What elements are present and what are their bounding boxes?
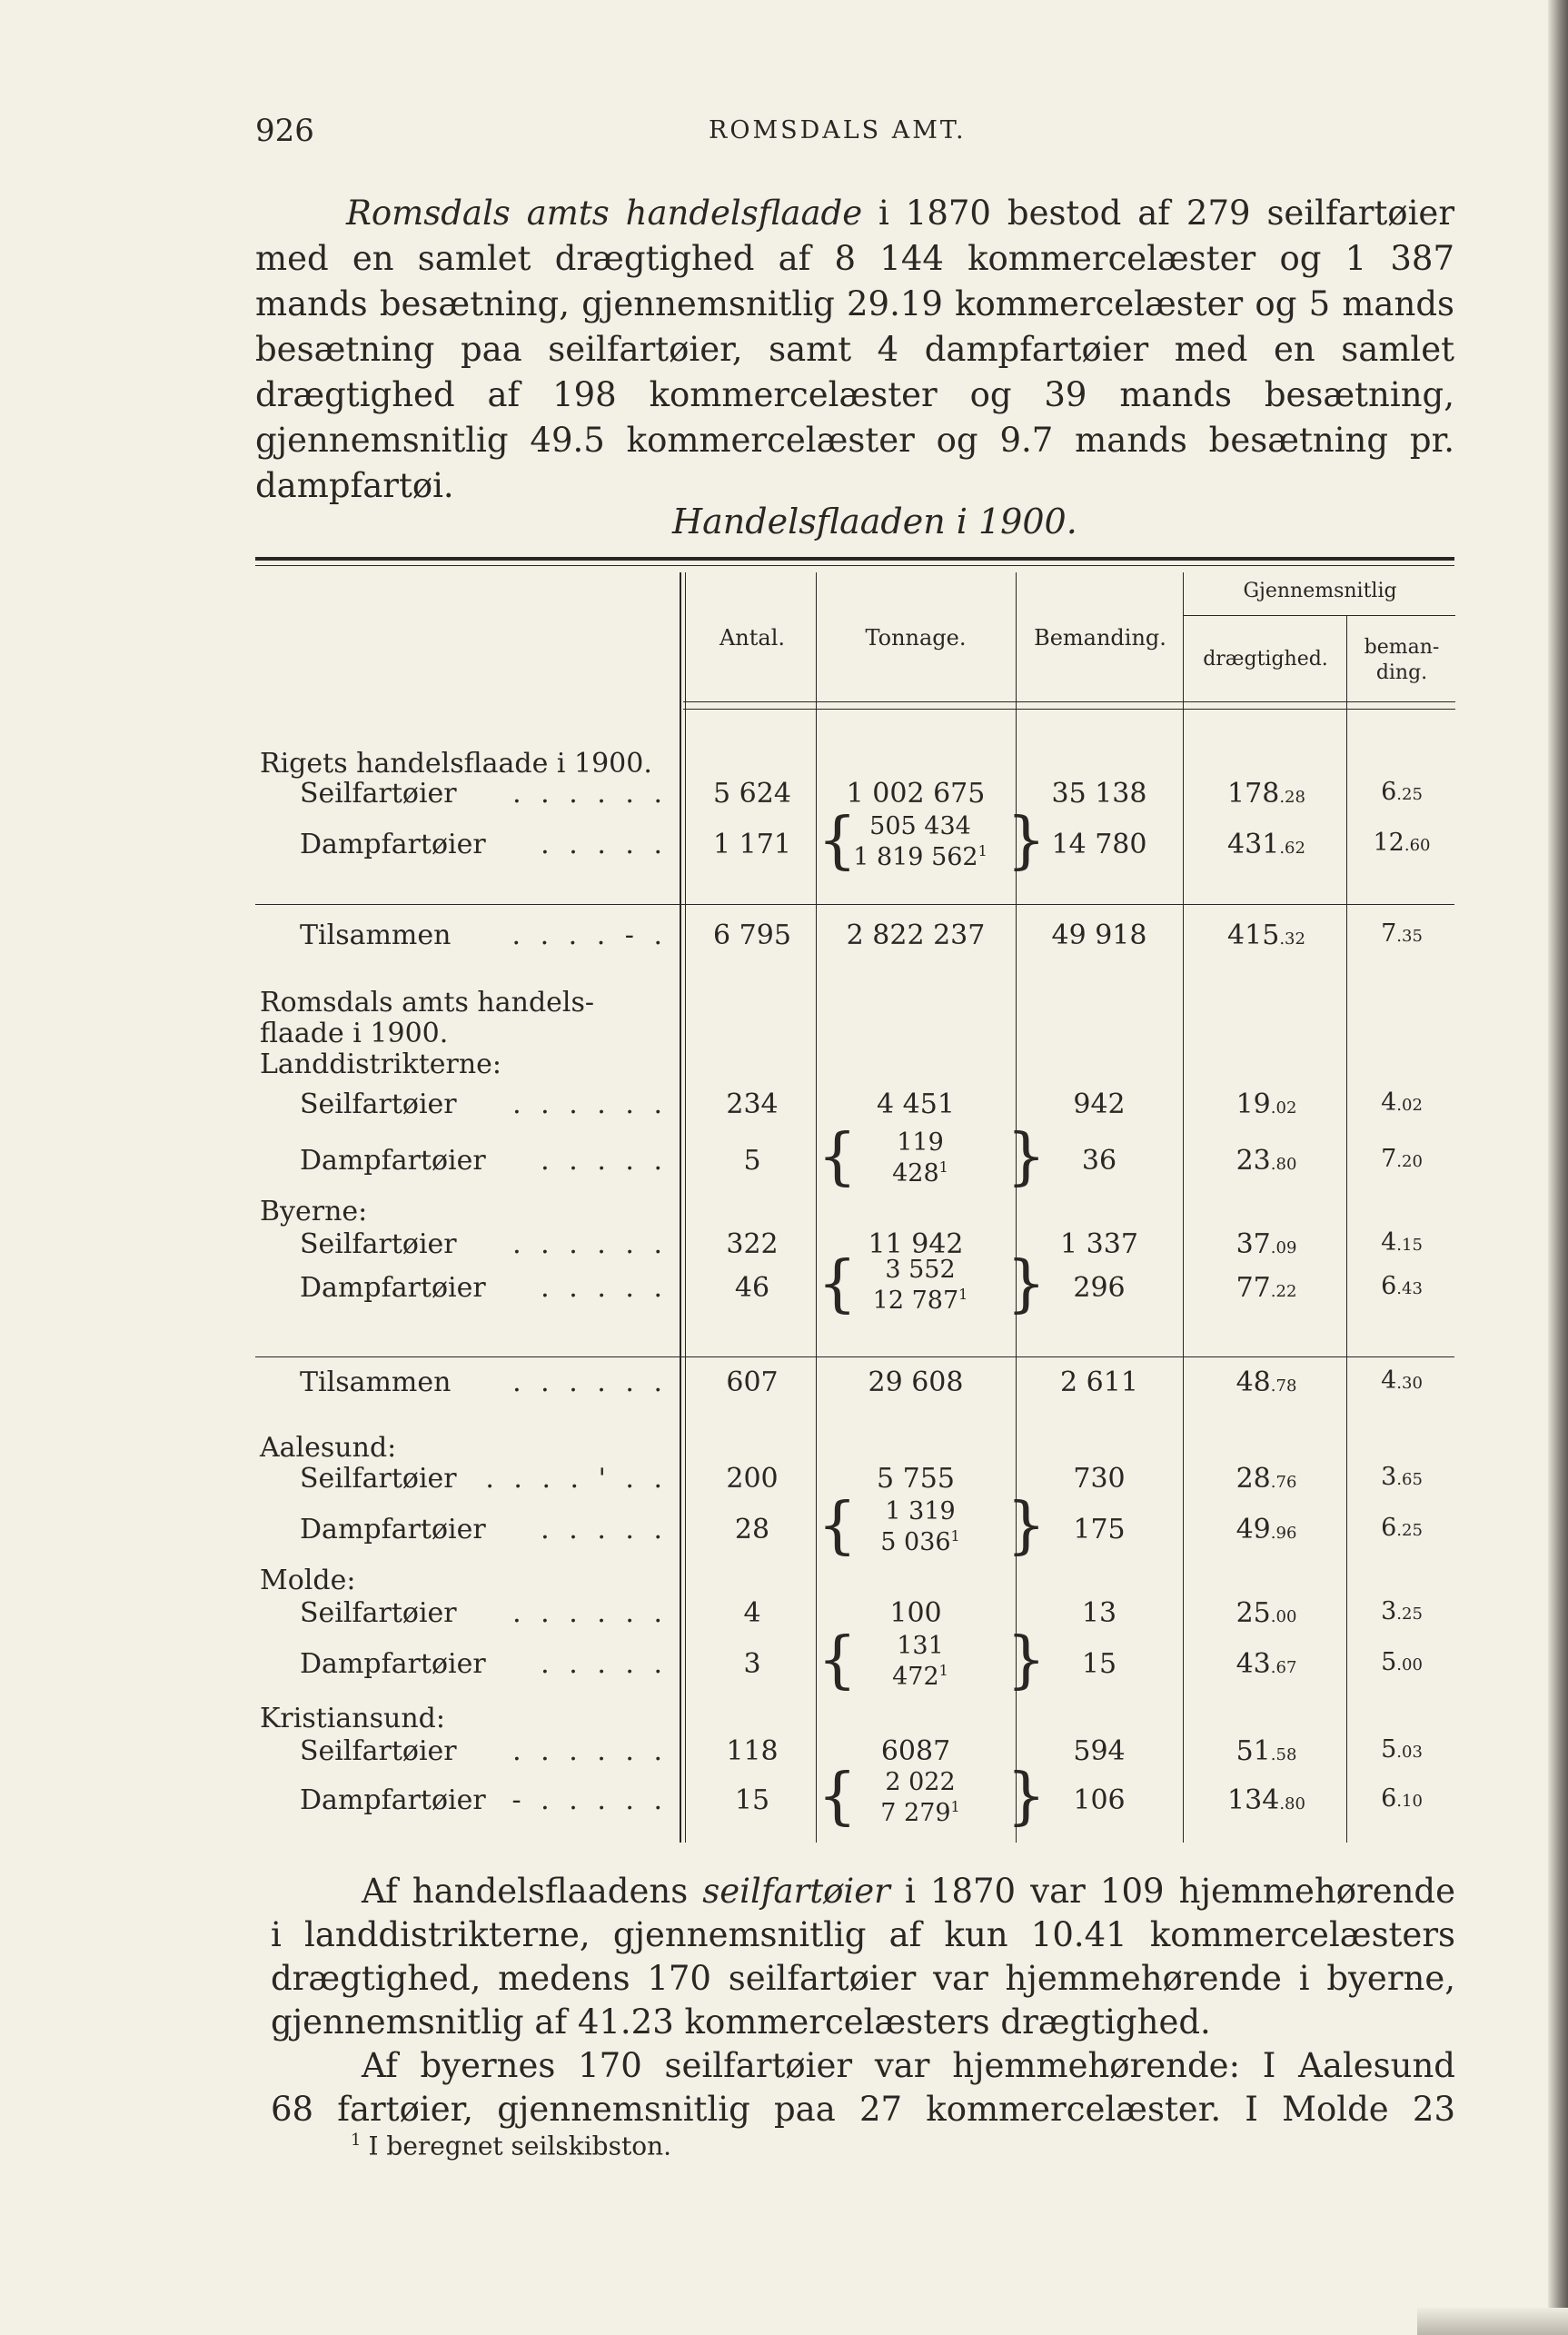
cell-beman xyxy=(1348,1228,1455,1257)
cell-draeg-dec: .00 xyxy=(1270,1607,1297,1626)
footnote-text: I beregnet seilskibston. xyxy=(368,2131,672,2161)
brace-left-icon: { xyxy=(818,1490,858,1562)
cell-beman-dec: .30 xyxy=(1396,1374,1423,1393)
intro-text: mands besætning, gjennemsnitlig 29.19 kommercelæster og 5 mands xyxy=(255,284,1454,323)
cell-beman xyxy=(1348,778,1455,806)
cell-draeg-int: 77 xyxy=(1236,1272,1271,1304)
cell-beman-dec: .60 xyxy=(1404,836,1431,855)
row-label: Dampfartøier xyxy=(300,1784,486,1816)
cell-antal: 1 171 xyxy=(713,829,791,860)
cell-beman xyxy=(1348,1463,1455,1491)
footnote-ref: 1 xyxy=(950,1527,960,1545)
cell-tonnage-second xyxy=(843,1287,997,1315)
cell-tonnage-second-value: 7 279 xyxy=(880,1799,951,1827)
cell-draeg-int: 37 xyxy=(1236,1228,1271,1260)
cell-beman-int: 3 xyxy=(1381,1597,1397,1625)
cell-draeg-int: 51 xyxy=(1236,1735,1271,1767)
brace-right-icon: } xyxy=(1007,1625,1047,1696)
brace-left-icon: { xyxy=(818,1248,858,1320)
cell-beman-int: 5 xyxy=(1381,1648,1397,1676)
brace-left-icon: { xyxy=(818,1121,858,1193)
cell-tonnage-first: 119 xyxy=(897,1128,944,1157)
col-rule-bemanding xyxy=(1183,572,1184,1843)
cell-beman-dec: .65 xyxy=(1396,1470,1423,1489)
cell-antal: 5 xyxy=(743,1145,761,1177)
cell-draegtighed xyxy=(1194,1145,1339,1177)
cell-draeg-dec: .28 xyxy=(1279,788,1305,807)
cell-tonnage: 4 451 xyxy=(877,1088,955,1120)
cell-tonnage-first: 2 022 xyxy=(885,1768,956,1796)
row-label: Seilfartøier xyxy=(300,1228,457,1260)
closing-text: i landdistrikterne, gjennemsnitlig af kun 10.41 kommercelæsters xyxy=(271,1915,1455,1954)
cell-beman xyxy=(1348,1735,1455,1764)
row-label: Seilfartøier xyxy=(300,1463,457,1495)
footnote-ref: 1 xyxy=(950,1798,960,1815)
cell-tonnage-second-value: 428 xyxy=(892,1159,939,1187)
brace-right-icon: } xyxy=(1007,1490,1047,1562)
cell-beman-dec: .25 xyxy=(1396,785,1423,804)
row-label: Seilfartøier xyxy=(300,1088,457,1120)
row-label: Seilfartøier xyxy=(300,778,457,810)
row-label: Kristiansund: xyxy=(260,1703,445,1734)
cell-draegtighed xyxy=(1194,1514,1339,1545)
footnote-ref: 1 xyxy=(938,1158,948,1176)
closing-line xyxy=(271,2001,1455,2044)
cell-beman-dec: .25 xyxy=(1396,1521,1423,1540)
cell-bemanding: 106 xyxy=(1073,1784,1126,1816)
row-label: Dampfartøier xyxy=(300,1272,486,1304)
row-leader-dots: . . . . . . xyxy=(512,778,668,810)
closing-text: gjennemsnitlig af 41.23 kommercelæsters drægtighed. xyxy=(271,2002,1211,2042)
header-ding: ding. xyxy=(1375,661,1428,684)
closing-text: Af handelsflaadens xyxy=(362,1872,703,1911)
page-number: 926 xyxy=(255,113,314,149)
row-label: Byerne: xyxy=(260,1196,368,1227)
footnote xyxy=(351,2131,671,2161)
cell-draeg-int: 49 xyxy=(1236,1514,1271,1545)
cell-draegtighed xyxy=(1194,778,1339,810)
closing-text: Af byernes 170 seilfartøier var hjemmehørende: I Aalesund xyxy=(362,2046,1455,2085)
cell-draeg-dec: .02 xyxy=(1270,1098,1297,1118)
cell-antal: 322 xyxy=(726,1228,779,1260)
row-leader-dots: . . . . . . xyxy=(512,1735,668,1767)
cell-draeg-dec: .80 xyxy=(1279,1794,1305,1813)
cell-tonnage: 5 755 xyxy=(877,1463,955,1495)
cell-draegtighed xyxy=(1194,1088,1339,1120)
cell-tonnage-second xyxy=(843,1159,997,1187)
cell-draegtighed xyxy=(1194,1228,1339,1260)
cell-beman-int: 6 xyxy=(1381,1272,1397,1300)
cell-antal: 46 xyxy=(734,1272,770,1304)
row-leader-dots: . . . . . . xyxy=(512,1597,668,1629)
row-leader-dots: . . . . . xyxy=(541,829,668,860)
header-tonnage: Tonnage. xyxy=(865,625,967,651)
page-corner-shadow xyxy=(1417,2308,1568,2335)
cell-draeg-dec: .80 xyxy=(1270,1155,1297,1174)
cell-draegtighed xyxy=(1194,1784,1339,1816)
closing-line xyxy=(271,2088,1455,2131)
cell-antal: 200 xyxy=(726,1463,779,1495)
closing-text: 68 fartøier, gjennemsnitlig paa 27 kommercelæster. I Molde 23 xyxy=(271,2090,1455,2129)
row-label: Seilfartøier xyxy=(300,1597,457,1629)
intro-text: i 1870 bestod af 279 seilfartøier xyxy=(862,194,1454,233)
cell-draegtighed xyxy=(1194,829,1339,860)
cell-draeg-dec: .78 xyxy=(1270,1376,1297,1396)
cell-tonnage: 2 822 237 xyxy=(846,919,986,951)
intro-line xyxy=(255,418,1454,463)
intro-line xyxy=(255,191,1454,236)
row-leader-dots: . . . . . xyxy=(541,1272,668,1304)
cell-bemanding: 14 780 xyxy=(1051,829,1147,860)
closing-line xyxy=(271,1957,1455,2001)
cell-beman-dec: .02 xyxy=(1396,1096,1423,1115)
row-label: Dampfartøier xyxy=(300,1514,486,1545)
table-top-rule-thin xyxy=(255,565,1454,566)
header-bottom-rule xyxy=(683,701,1455,702)
cell-draeg-int: 43 xyxy=(1236,1648,1271,1680)
cell-beman-int: 4 xyxy=(1381,1228,1397,1257)
header-bottom-rule-2 xyxy=(683,709,1455,710)
cell-tonnage-second xyxy=(843,843,997,871)
cell-draeg-int: 25 xyxy=(1236,1597,1271,1629)
cell-draeg-dec: .76 xyxy=(1270,1473,1297,1492)
cell-tonnage: 100 xyxy=(889,1597,942,1629)
intro-italic: Romsdals amts handelsflaade xyxy=(346,194,863,233)
cell-draegtighed xyxy=(1194,1366,1339,1398)
cell-draeg-dec: .32 xyxy=(1279,929,1305,949)
intro-line xyxy=(255,236,1454,282)
cell-tonnage-second-value: 12 787 xyxy=(872,1287,959,1315)
intro-text: med en samlet drægtighed af 8 144 kommercelæster og 1 387 xyxy=(255,239,1454,278)
header-antal: Antal. xyxy=(719,625,786,651)
cell-beman-int: 6 xyxy=(1381,1514,1397,1542)
cell-antal: 15 xyxy=(734,1784,770,1816)
closing-text: drægtighed, medens 170 seilfartøier var hjemmehørende i byerne, xyxy=(271,1959,1455,1998)
row-leader-dots: . . . . . . xyxy=(512,1088,668,1120)
cell-draeg-dec: .22 xyxy=(1270,1282,1297,1301)
cell-bemanding: 594 xyxy=(1073,1735,1126,1767)
cell-bemanding: 730 xyxy=(1073,1463,1126,1495)
cell-antal: 234 xyxy=(726,1088,779,1120)
gjennemsnitlig-rule xyxy=(1183,615,1455,616)
brace-right-icon: } xyxy=(1007,805,1047,877)
intro-line xyxy=(255,327,1454,373)
brace-left-icon: { xyxy=(818,805,858,877)
header-beman: beman- xyxy=(1364,636,1440,659)
cell-draeg-dec: .09 xyxy=(1270,1238,1297,1257)
cell-beman-dec: .00 xyxy=(1396,1655,1423,1674)
intro-line xyxy=(255,282,1454,327)
cell-beman-int: 6 xyxy=(1381,778,1397,806)
row-label: Romsdals amts handels- xyxy=(260,987,595,1018)
cell-tonnage-second xyxy=(843,1663,997,1691)
cell-antal: 6 795 xyxy=(713,919,791,951)
row-label: Dampfartøier xyxy=(300,1145,486,1177)
cell-draeg-int: 23 xyxy=(1236,1145,1271,1177)
intro-paragraph xyxy=(255,191,1454,509)
cell-beman xyxy=(1348,829,1455,857)
row-leader-dots: . . . . . . xyxy=(512,1366,668,1398)
cell-tonnage-first: 1 319 xyxy=(885,1497,956,1525)
cell-draeg-int: 48 xyxy=(1236,1366,1271,1398)
cell-bemanding: 1 337 xyxy=(1060,1228,1138,1260)
intro-line xyxy=(255,373,1454,418)
cell-tonnage: 1 002 675 xyxy=(846,778,986,810)
row-label: Dampfartøier xyxy=(300,829,486,860)
cell-antal: 3 xyxy=(743,1648,761,1680)
cell-draeg-dec: .96 xyxy=(1270,1524,1297,1543)
running-title: ROMSDALS AMT. xyxy=(709,116,967,144)
brace-left-icon: { xyxy=(818,1625,858,1696)
cell-beman-int: 5 xyxy=(1381,1735,1397,1764)
cell-beman-dec: .35 xyxy=(1396,927,1423,946)
cell-tonnage: 29 608 xyxy=(868,1366,964,1398)
cell-beman-dec: .15 xyxy=(1396,1236,1423,1255)
footnote-ref: 1 xyxy=(958,1286,968,1303)
cell-draeg-int: 415 xyxy=(1227,919,1280,951)
cell-draegtighed xyxy=(1194,1735,1339,1767)
cell-tonnage-first: 505 434 xyxy=(869,812,971,840)
cell-draegtighed xyxy=(1194,919,1339,951)
closing-text: i 1870 var 109 hjemmehørende xyxy=(889,1872,1456,1911)
row-leader-dots: . . . . . . xyxy=(512,1228,668,1260)
cell-antal: 4 xyxy=(743,1597,761,1629)
row-label: Aalesund: xyxy=(260,1432,397,1464)
cell-tonnage-second xyxy=(843,1799,997,1827)
cell-tonnage-second-value: 1 819 562 xyxy=(853,843,978,871)
row-label: Tilsammen xyxy=(300,919,452,951)
cell-beman xyxy=(1348,919,1455,948)
intro-text: drægtighed af 198 kommercelæster og 39 mands besætning, xyxy=(255,375,1454,414)
row-leader-dots: . . . . . xyxy=(541,1514,668,1545)
cell-beman xyxy=(1348,1145,1455,1173)
cell-tonnage-second-value: 472 xyxy=(892,1663,939,1691)
intro-text: dampfartøi. xyxy=(255,466,454,505)
cell-draeg-int: 28 xyxy=(1236,1463,1271,1495)
cell-beman xyxy=(1348,1784,1455,1813)
brace-right-icon: } xyxy=(1007,1121,1047,1193)
cell-beman-int: 4 xyxy=(1381,1366,1397,1395)
intro-text: besætning paa seilfartøier, samt 4 dampfartøier med en samlet xyxy=(255,330,1454,369)
cell-bemanding: 13 xyxy=(1081,1597,1117,1629)
cell-draegtighed xyxy=(1194,1597,1339,1629)
cell-bemanding: 175 xyxy=(1073,1514,1126,1545)
cell-beman-int: 7 xyxy=(1381,919,1397,948)
cell-draeg-int: 178 xyxy=(1227,778,1280,810)
cell-bemanding: 2 611 xyxy=(1060,1366,1138,1398)
brace-right-icon: } xyxy=(1007,1248,1047,1320)
cell-tonnage-first: 131 xyxy=(897,1632,944,1660)
cell-draeg-int: 431 xyxy=(1227,829,1280,860)
cell-draegtighed xyxy=(1194,1648,1339,1680)
row-label: Molde: xyxy=(260,1565,356,1596)
cell-draeg-dec: .67 xyxy=(1270,1658,1297,1677)
cell-beman xyxy=(1348,1366,1455,1395)
cell-tonnage: 11 942 xyxy=(868,1228,964,1260)
cell-beman-int: 12 xyxy=(1373,829,1404,857)
footnote-mark: 1 xyxy=(351,2131,362,2150)
closing-italic: seilfartøier xyxy=(702,1872,890,1911)
col-rule-draeg xyxy=(1346,615,1347,1843)
cell-antal: 28 xyxy=(734,1514,770,1545)
cell-draegtighed xyxy=(1194,1463,1339,1495)
cell-beman xyxy=(1348,1514,1455,1542)
cell-bemanding: 942 xyxy=(1073,1088,1126,1120)
footnote-ref: 1 xyxy=(978,842,987,859)
cell-draeg-dec: .62 xyxy=(1279,839,1305,858)
cell-beman-dec: .03 xyxy=(1396,1743,1423,1762)
cell-beman xyxy=(1348,1597,1455,1625)
cell-beman xyxy=(1348,1272,1455,1300)
cell-draeg-int: 134 xyxy=(1227,1784,1280,1816)
closing-line xyxy=(271,1913,1455,1957)
cell-beman-dec: .25 xyxy=(1396,1605,1423,1624)
cell-beman xyxy=(1348,1648,1455,1676)
cell-beman-int: 6 xyxy=(1381,1784,1397,1813)
closing-line xyxy=(273,1870,1455,1913)
table-title: Handelsflaaden i 1900. xyxy=(672,502,1077,542)
page-edge-shadow xyxy=(1548,0,1568,2335)
cell-tonnage-second xyxy=(843,1528,997,1556)
cell-bemanding: 49 918 xyxy=(1051,919,1147,951)
cell-tonnage-first: 3 552 xyxy=(885,1256,956,1284)
row-label: Landdistrikterne: xyxy=(260,1048,502,1080)
cell-beman-dec: .20 xyxy=(1396,1152,1423,1171)
row-leader-dots: . . . . . xyxy=(541,1648,668,1680)
cell-beman-int: 7 xyxy=(1381,1145,1397,1173)
row-label: Tilsammen xyxy=(300,1366,452,1398)
closing-paragraph xyxy=(273,1870,1455,2131)
cell-beman-int: 3 xyxy=(1381,1463,1397,1491)
row-label: flaade i 1900. xyxy=(260,1018,449,1049)
cell-beman-dec: .10 xyxy=(1396,1792,1423,1811)
row-label: Rigets handelsflaade i 1900. xyxy=(260,748,652,780)
row-leader-dots: . . . . . xyxy=(541,1145,668,1177)
cell-draegtighed xyxy=(1194,1272,1339,1304)
cell-draeg-int: 19 xyxy=(1236,1088,1271,1120)
cell-tonnage-second-value: 5 036 xyxy=(880,1528,951,1556)
row-label: Dampfartøier xyxy=(300,1648,486,1680)
section-rule-2 xyxy=(255,1356,1454,1357)
cell-beman xyxy=(1348,1088,1455,1117)
row-leader-dots: - . . . . . xyxy=(511,1784,668,1816)
cell-bemanding: 296 xyxy=(1073,1272,1126,1304)
closing-line xyxy=(273,2044,1455,2088)
cell-beman-int: 4 xyxy=(1381,1088,1397,1117)
cell-beman-dec: .43 xyxy=(1396,1279,1423,1298)
cell-tonnage: 6087 xyxy=(880,1735,951,1767)
cell-antal: 118 xyxy=(726,1735,779,1767)
cell-bemanding: 15 xyxy=(1081,1648,1117,1680)
brace-right-icon: } xyxy=(1007,1761,1047,1833)
cell-bemanding: 35 138 xyxy=(1051,778,1147,810)
cell-bemanding: 36 xyxy=(1081,1145,1117,1177)
cell-antal: 5 624 xyxy=(713,778,791,810)
cell-draeg-dec: .58 xyxy=(1270,1745,1297,1764)
row-leader-dots: . . . . ' . . xyxy=(485,1463,668,1495)
brace-left-icon: { xyxy=(818,1761,858,1833)
row-leader-dots: . . . . - . xyxy=(511,919,668,951)
section-rule-1 xyxy=(255,904,1454,905)
row-label: Seilfartøier xyxy=(300,1735,457,1767)
table-top-rule xyxy=(255,557,1454,561)
intro-text: gjennemsnitlig 49.5 kommercelæster og 9.7 mands besætning pr. xyxy=(255,421,1454,460)
footnote-ref: 1 xyxy=(938,1662,948,1679)
cell-antal: 607 xyxy=(726,1366,779,1398)
header-draegtighed: drægtighed. xyxy=(1203,648,1328,671)
header-gjennemsnitlig: Gjennemsnitlig xyxy=(1243,580,1397,602)
header-bemanding: Bemanding. xyxy=(1034,625,1166,651)
